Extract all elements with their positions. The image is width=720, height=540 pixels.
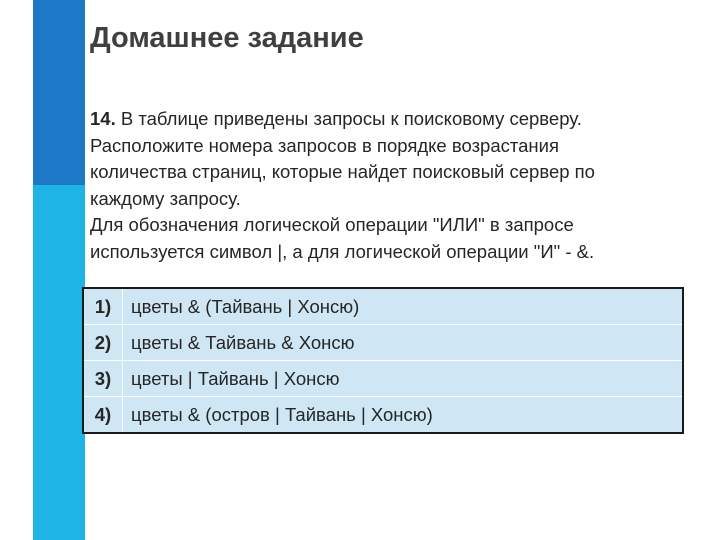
table-row (83, 361, 683, 397)
task-line: Расположите номера запросов в порядке возрастания (90, 134, 559, 156)
task-line: каждому запросу. (90, 187, 241, 209)
query-index: 3) (83, 361, 123, 397)
query-text: цветы & (остров | Тайвань | Хонсю) (123, 397, 684, 434)
table-row (83, 325, 683, 361)
accent-bar-dark (33, 0, 85, 185)
table-row (83, 397, 683, 434)
query-table (82, 287, 684, 434)
query-index: 1) (83, 288, 123, 325)
task-text (90, 106, 710, 265)
query-index: 2) (83, 325, 123, 361)
table-row (83, 288, 683, 325)
query-text: цветы & (Тайвань | Хонсю) (123, 288, 684, 325)
query-index: 4) (83, 397, 123, 434)
task-line: количества страниц, которые найдет поисковый сервер по (90, 161, 595, 182)
slide-title: Домашнее задание (90, 22, 364, 54)
query-text: цветы & Тайвань & Хонсю (123, 325, 684, 361)
task-number: 14. (90, 108, 116, 129)
task-line: Для обозначения логической операции "ИЛИ" в запросе (90, 214, 574, 235)
query-text: цветы | Тайвань | Хонсю (123, 361, 684, 397)
task-line: используется символ |, а для логической операции "И" - &. (90, 240, 595, 262)
accent-bar-light (33, 185, 85, 540)
task-line (90, 106, 710, 133)
task-line-text: В таблице приведены запросы к поисковому серверу. (115, 108, 582, 129)
